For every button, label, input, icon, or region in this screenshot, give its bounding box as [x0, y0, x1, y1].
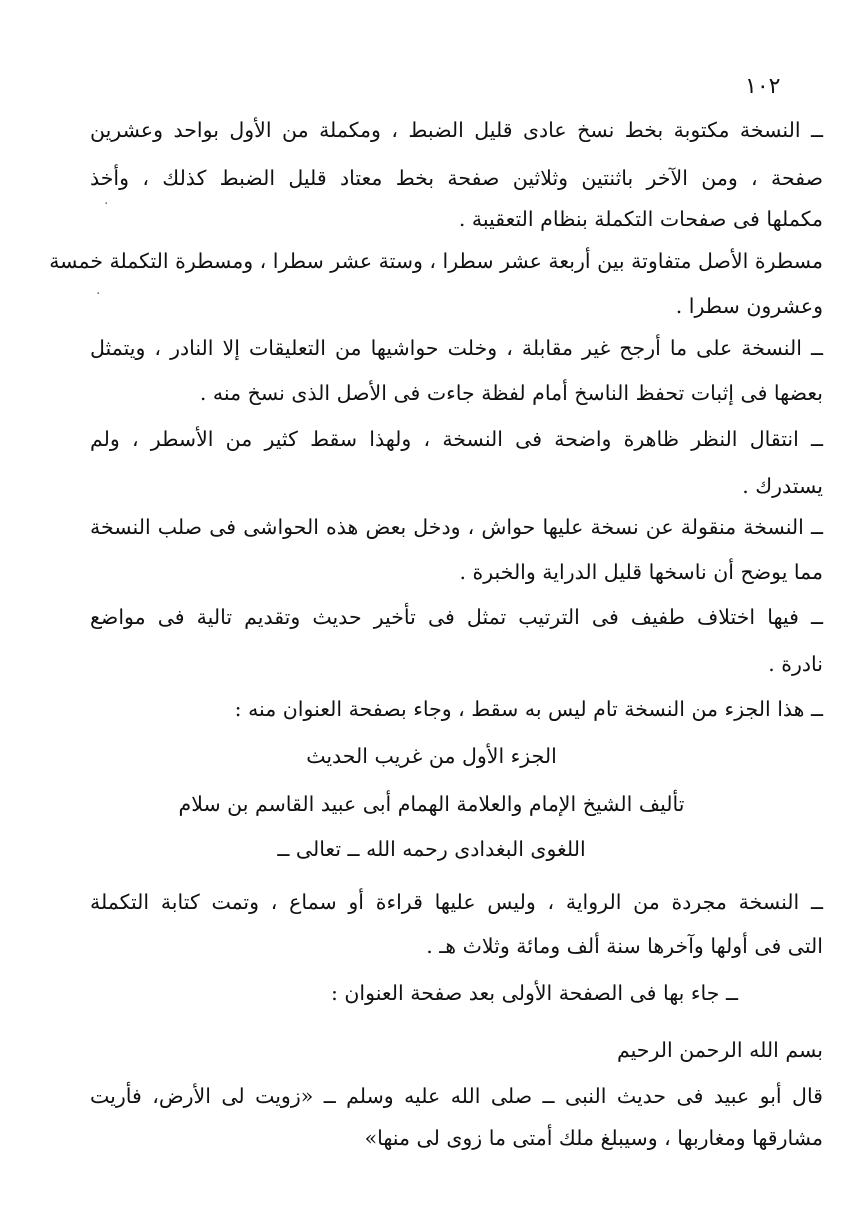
- scan-speck: ·: [104, 196, 109, 212]
- text-line: قال أبو عبيد فى حديث النبى ــ صلى الله عليه وسلم ــ «زويت لى الأرض، فأريت: [90, 1084, 823, 1108]
- text-line: نادرة .: [768, 652, 823, 676]
- text-line: ــ هذا الجزء من النسخة تام ليس به سقط ، وجاء بصفحة العنوان منه :: [234, 697, 823, 721]
- text-line: مكملها فى صفحات التكملة بنظام التعقيبة .: [458, 207, 823, 231]
- text-line: بسم الله الرحمن الرحيم: [616, 1038, 823, 1062]
- text-line: صفحة ، ومن الآخر باثنتين وثلاثين صفحة بخط معتاد قليل الضبط كذلك ، وأخذ: [90, 166, 823, 190]
- text-line: ــ جاء بها فى الصفحة الأولى بعد صفحة العنوان :: [330, 981, 738, 1005]
- centered-author-line: اللغوى البغدادى رحمه الله ــ تعالى ــ: [277, 837, 586, 861]
- page-number: ١٠٢: [745, 74, 781, 99]
- text-line: ــ النسخة منقولة عن نسخة عليها حواش ، ودخل بعض هذه الحواشى فى صلب النسخة: [90, 515, 823, 539]
- text-line: ــ النسخة مكتوبة بخط نسخ عادى قليل الضبط ، ومكملة من الأول بواحد وعشرين: [90, 118, 823, 142]
- scan-speck: ·: [96, 286, 101, 302]
- text-line: مسطرة الأصل متفاوتة بين أربعة عشر سطرا ، وستة عشر سطرا ، ومسطرة التكملة خمسة: [49, 249, 823, 273]
- text-line: مشارقها ومغاربها ، وسيبلغ ملك أمتى ما زوى لى منها»: [364, 1126, 823, 1150]
- centered-author-line: تأليف الشيخ الإمام والعلامة الهمام أبى عبيد القاسم بن سلام: [178, 792, 685, 816]
- text-line: مما يوضح أن ناسخها قليل الدراية والخبرة .: [459, 560, 823, 584]
- text-line: ــ انتقال النظر ظاهرة واضحة فى النسخة ، ولهذا سقط كثير من الأسطر ، ولم: [90, 427, 823, 451]
- text-line: التى فى أولها وآخرها سنة ألف ومائة وثلاث هـ .: [426, 934, 823, 958]
- text-line: يستدرك .: [742, 474, 823, 498]
- text-line: بعضها فى إثبات تحفظ الناسخ أمام لفظة جاءت فى الأصل الذى نسخ منه .: [199, 381, 823, 405]
- text-line: ــ النسخة على ما أرجح غير مقابلة ، وخلت حواشيها من التعليقات إلا النادر ، ويتمثل: [90, 336, 823, 360]
- centered-title-line: الجزء الأول من غريب الحديث: [306, 744, 557, 768]
- text-line: وعشرون سطرا .: [675, 294, 823, 318]
- text-line: ــ فيها اختلاف طفيف فى الترتيب تمثل فى تأخير حديث وتقديم تالية فى مواضع: [90, 605, 823, 629]
- text-line: ــ النسخة مجردة من الرواية ، وليس عليها قراءة أو سماع ، وتمت كتابة التكملة: [90, 890, 823, 914]
